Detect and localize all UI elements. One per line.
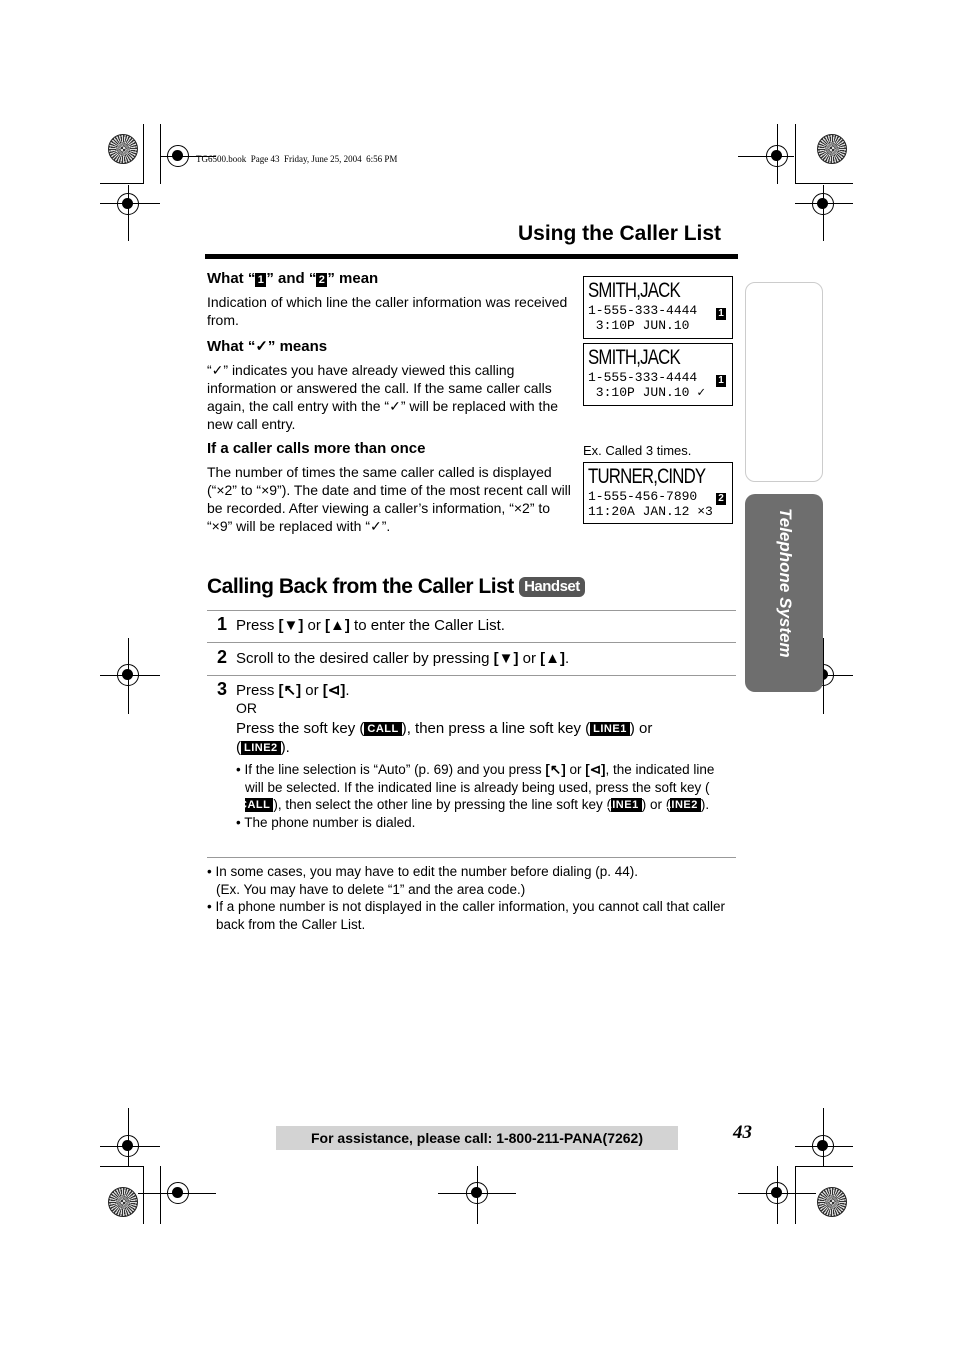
section-body: “✓” indicates you have already viewed this calling information or answered the call. If the same caller calls again, the call entry with the “✓” will be replaced with the new call entry. xyxy=(207,362,559,432)
crop-line xyxy=(795,1166,853,1167)
step-number: 2 xyxy=(217,647,228,667)
down-key: [▼] xyxy=(278,617,304,634)
registration-mark xyxy=(167,1182,189,1204)
registration-dial-top-left xyxy=(108,134,138,164)
up-key: [▲] xyxy=(540,650,565,667)
handset-badge: Handset xyxy=(519,577,585,597)
crop-line xyxy=(143,124,144,184)
step-number: 3 xyxy=(217,679,228,699)
note-item: (Ex. You may have to delete “1” and the area code.) xyxy=(216,881,526,897)
registration-mark xyxy=(117,664,139,686)
notes xyxy=(207,863,732,933)
lcd-display-3 xyxy=(583,462,733,524)
lcd-time: 3:10P JUN.10 ✓ xyxy=(588,385,706,400)
registration-dial-bottom-left xyxy=(108,1187,138,1217)
registration-mark xyxy=(812,193,834,215)
line1-soft-key: LINE1 xyxy=(611,798,642,812)
registration-mark xyxy=(167,145,189,167)
note-item: • In some cases, you may have to edit the number before dialing (p. 44). xyxy=(207,864,638,879)
lcd-line-badge: 2 xyxy=(716,493,726,505)
crop-line xyxy=(100,183,144,184)
step3-bullet: • If the line selection is “Auto” (p. 69) and you press [↖] or [⊲], the indicated line will be selected. If the indicated line is already being used, press the soft key (CALL ), then select the other line by pressing the line soft key (LINE1 ) or (LINE2 ). xyxy=(236,762,715,812)
call-soft-key: CALL xyxy=(364,722,401,736)
step-divider xyxy=(207,610,736,611)
side-tab-label: Telephone System xyxy=(776,508,795,658)
registration-mark xyxy=(812,1135,834,1157)
check-icon: ✓ xyxy=(255,338,268,355)
side-tab-telephone-system xyxy=(745,494,823,692)
lcd-caller-name: SMITH,JACK xyxy=(588,279,680,302)
registration-mark xyxy=(766,1182,788,1204)
registration-mark xyxy=(466,1182,488,1204)
lcd-time: 3:10P JUN.10 xyxy=(588,318,690,333)
lcd-line-badge: 1 xyxy=(716,308,726,320)
step-divider xyxy=(207,675,736,676)
example-caption: Ex. Called 3 times. xyxy=(583,443,692,458)
step-text: Scroll to the desired caller by pressing [▼] or [▲]. xyxy=(236,650,570,667)
crop-line xyxy=(795,124,796,184)
page-title: Using the Caller List xyxy=(518,222,722,245)
lcd-number: 1-555-333-4444 xyxy=(588,303,698,318)
up-key: [▲] xyxy=(325,617,350,634)
crop-line xyxy=(160,124,161,184)
step-text: Press [↖] or [⊲]. OR Press the soft key ( CALL ), then press a line soft key ( LINE1 ) or ( LINE2 ). • If the line selection is “Auto” (p. 69) and you press [↖] or [⊲], the indicated line will be selected. If the indicated line is already being used, press the soft key (CALL ), then select the other line by pressing the line soft key (LINE1 ) or (LINE2 ). • The phone number is dialed. xyxy=(236,681,731,831)
step-divider xyxy=(207,642,736,643)
line1-soft-key: LINE1 xyxy=(590,722,630,736)
speaker-key-icon: [⊲] xyxy=(322,682,346,699)
lcd-display-2 xyxy=(583,343,733,406)
step-number: 1 xyxy=(217,614,228,634)
side-tab-blank xyxy=(745,282,823,482)
section-heading: What “✓” means xyxy=(207,338,328,355)
or-label: OR xyxy=(236,700,257,716)
crop-line xyxy=(795,183,853,184)
section-body: The number of times the same caller called is displayed (“×2” to “×9”). The date and time of the most recent call will be recorded. After viewing a caller’s information, “×2” to “×9” will be replaced with “✓”. xyxy=(207,464,571,534)
down-key: [▼] xyxy=(493,650,519,667)
step-divider xyxy=(207,857,736,858)
step-text: Press [▼] or [▲] to enter the Caller List. xyxy=(236,617,505,634)
callback-title: Calling Back from the Caller List xyxy=(207,575,514,598)
line2-soft-key: LINE2 xyxy=(670,798,701,812)
crop-line xyxy=(143,1166,144,1224)
lcd-caller-name: TURNER,CINDY xyxy=(588,465,706,488)
lcd-line-badge: 1 xyxy=(716,375,726,387)
line-1-key-icon: 1 xyxy=(255,273,266,287)
callback-heading xyxy=(207,575,585,599)
lcd-number: 1-555-333-4444 xyxy=(588,370,698,385)
call-soft-key: CALL xyxy=(245,798,273,812)
crop-line xyxy=(795,1166,796,1224)
assistance-footer: For assistance, please call: 1-800-211-PANA(7262) xyxy=(276,1126,678,1150)
line2-soft-key: LINE2 xyxy=(241,741,281,755)
section-heading: If a caller calls more than once xyxy=(207,440,426,457)
lcd-display-1 xyxy=(583,276,733,339)
section-body: Indication of which line the caller information was received from. xyxy=(207,294,568,328)
section-heading: What “ 1 ” and “ 2 ” mean xyxy=(207,270,379,287)
file-header-stamp: TG6500.book Page 43 Friday, June 25, 2004 6:56 PM xyxy=(196,154,398,164)
title-rule xyxy=(205,254,738,259)
registration-dial-top-right xyxy=(817,134,847,164)
section-what-check xyxy=(207,337,572,433)
line-2-key-icon: 2 xyxy=(316,273,327,287)
registration-mark xyxy=(766,145,788,167)
page-number: 43 xyxy=(733,1122,752,1143)
lcd-number: 1-555-456-7890 xyxy=(588,489,698,504)
lcd-time: 11:20A JAN.12 ×3 xyxy=(588,504,713,519)
step3-bullet: • The phone number is dialed. xyxy=(236,814,416,830)
note-item: • If a phone number is not displayed in the caller information, you cannot call that caller back from the Caller List. xyxy=(207,899,726,932)
crop-line xyxy=(100,1166,144,1167)
registration-dial-bottom-right xyxy=(817,1187,847,1217)
registration-mark xyxy=(117,193,139,215)
section-more-than-once xyxy=(207,440,572,535)
lcd-caller-name: SMITH,JACK xyxy=(588,346,680,369)
check-icon: ✓ xyxy=(697,385,706,400)
registration-mark xyxy=(117,1135,139,1157)
crop-line xyxy=(160,1166,161,1224)
talk-key-icon: [↖] xyxy=(278,682,302,699)
section-what-1-2 xyxy=(207,270,572,329)
